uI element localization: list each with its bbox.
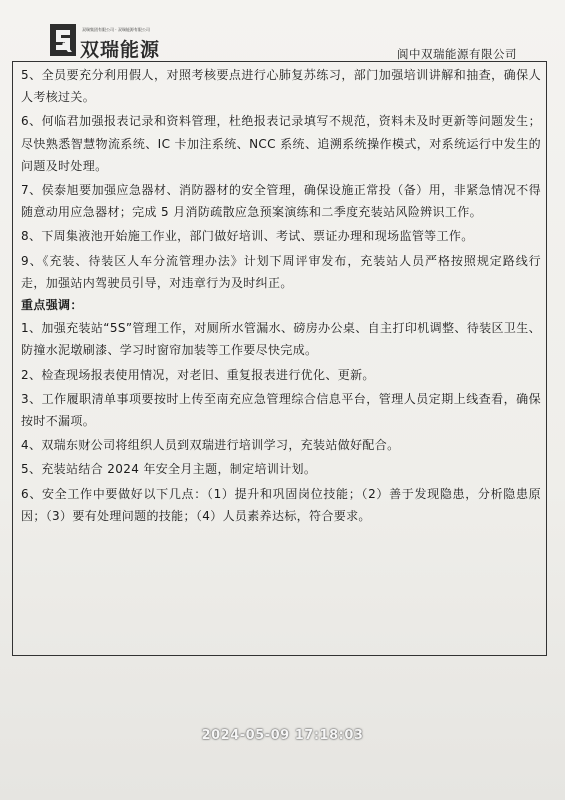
- logo-wordmark: 双瑞能源: [80, 39, 161, 61]
- company-name: 阆中双瑞能源有限公司: [397, 47, 517, 61]
- document-body: [21, 64, 541, 527]
- list-item: 5、充装站结合 2024 年安全月主题，制定培训计划。: [21, 462, 317, 477]
- list-item: 3、工作履职清单事项要按时上传至南充应急管理综合信息平台，管理人员定期上线查看，确保按时不漏项。: [21, 391, 541, 429]
- sr-logo-icon: [50, 24, 76, 56]
- list-item: 1、加强充装站“5S”管理工作，对厕所水管漏水、磅房办公桌、自主打印机调整、待装区卫生、防撞水泥墩刷漆、学习时窗帘加装等工作要尽快完成。: [21, 321, 541, 358]
- list-item: 6、何临君加强报表记录和资料管理，杜绝报表记录填写不规范，资料未及时更新等问题发生；尽快熟悉智慧物流系统、IC 卡加注系统、NCC 系统、追溯系统操作模式，对系统运行中发生的问题及时处理。: [21, 114, 541, 173]
- logo-subtitle: 双瑞集团有限公司 · 双瑞能源有限公司: [82, 27, 150, 32]
- company-logo: [50, 22, 180, 62]
- list-item: 2、检查现场报表使用情况，对老旧、重复报表进行优化、更新。: [21, 367, 375, 382]
- list-item: 7、侯泰旭要加强应急器材、消防器材的安全管理，确保设施正常投（备）用，非紧急情况不得随意动用应急器材；完成 5 月消防疏散应急预案演练和二季度充装站风险辨识工作。: [21, 183, 541, 220]
- photo-timestamp: 2024-05-09 17:18:03: [201, 728, 364, 743]
- list-item: 6、安全工作中要做好以下几点：（1）提升和巩固岗位技能；（2）善于发现隐患，分析隐患原因；（3）要有处理问题的技能；（4）人员素养达标，符合要求。: [21, 486, 541, 523]
- list-item: 5、全员要充分利用假人，对照考核要点进行心肺复苏练习，部门加强培训讲解和抽查，确保人人考核过关。: [21, 68, 541, 105]
- list-item: 8、下周集液池开始施工作业，部门做好培训、考试、票证办理和现场监管等工作。: [21, 229, 474, 244]
- list-item: 9、《充装、待装区人车分流管理办法》计划下周评审发布，充装站人员严格按照规定路线行走，加强站内驾驶员引导，对违章行为及时纠正。: [21, 253, 541, 290]
- section-heading: 重点强调：: [21, 298, 83, 313]
- list-item: 4、双瑞东财公司将组织人员到双瑞进行培训学习，充装站做好配合。: [21, 438, 400, 453]
